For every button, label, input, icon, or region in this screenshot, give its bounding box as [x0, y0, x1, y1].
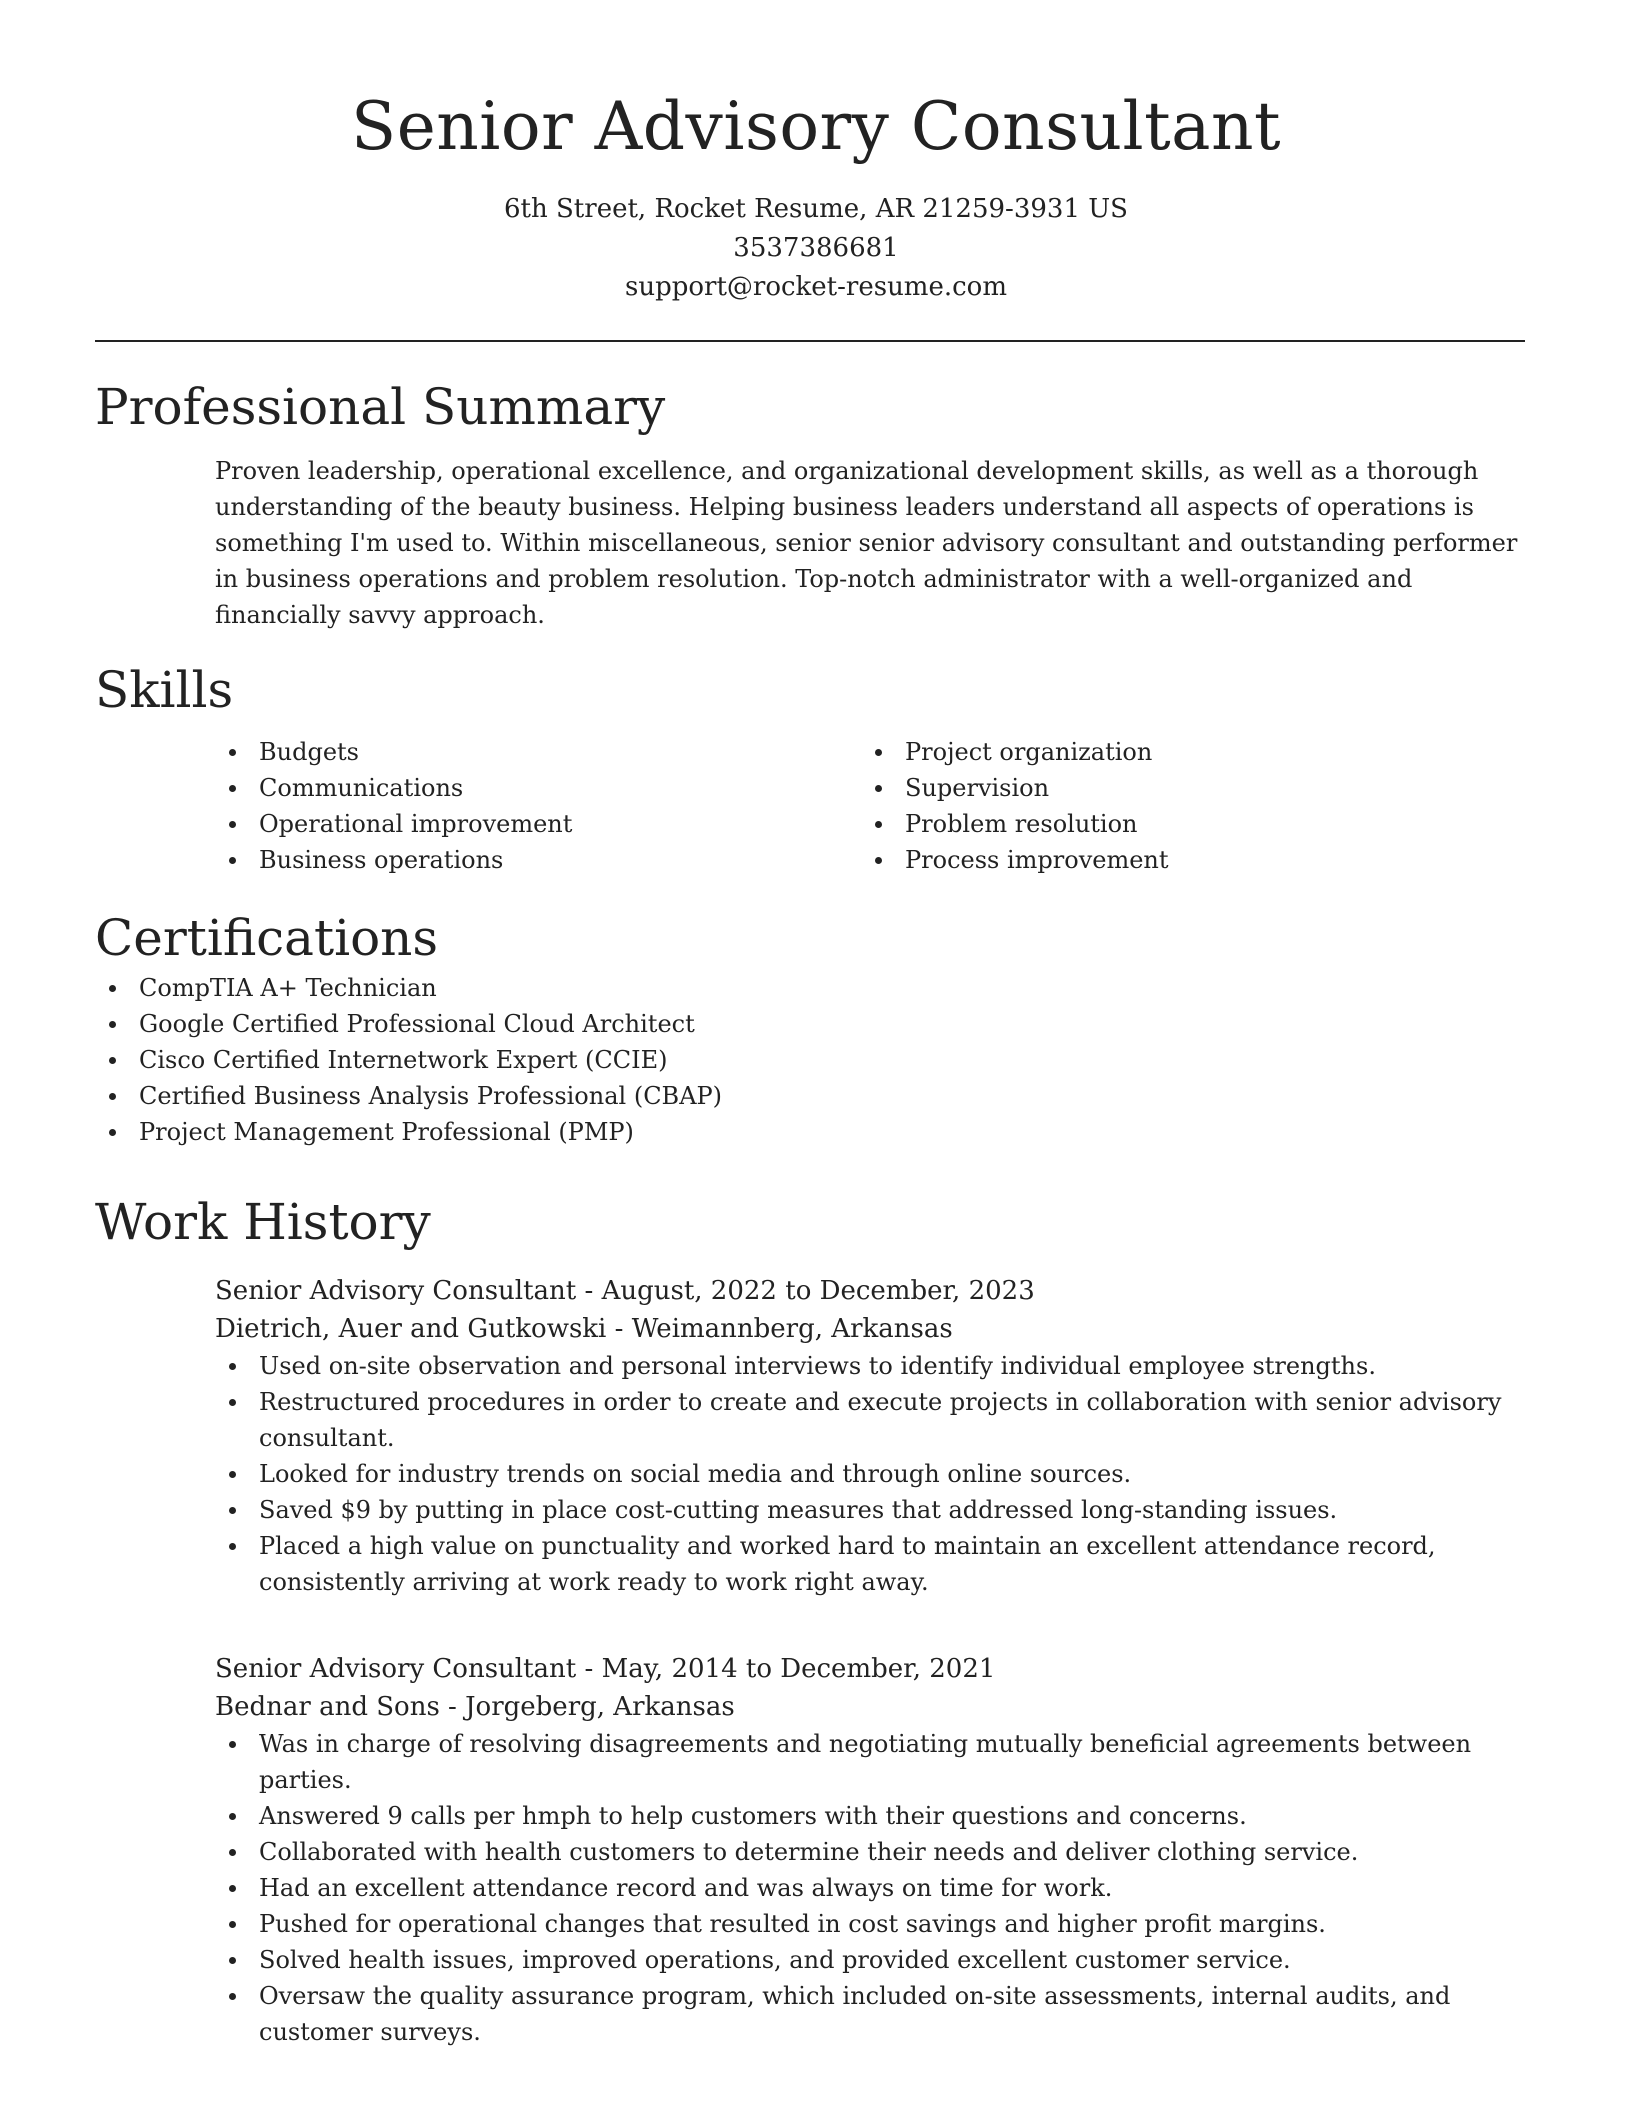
job-location: Weimannberg, Arkansas	[631, 1314, 953, 1344]
skill-item: Communications	[215, 770, 861, 806]
job-bullet: Answered 9 calls per hmph to help customers with their questions and concerns.	[215, 1798, 1525, 1834]
certification-item: CompTIA A+ Technician	[95, 970, 1405, 1006]
skill-item: Operational improvement	[215, 806, 861, 842]
certifications-list	[95, 970, 1405, 1150]
job-bullets	[215, 1726, 1525, 2050]
skill-item: Supervision	[861, 770, 1507, 806]
job-company-line: Bednar and Sons - Jorgeberg, Arkansas	[215, 1692, 735, 1722]
skills-column-right	[861, 734, 1507, 878]
certifications-section	[95, 906, 1525, 1150]
skill-item: Problem resolution	[861, 806, 1507, 842]
job-title-line: Senior Advisory Consultant - August, 2022 to December, 2023	[215, 1276, 1035, 1306]
header-divider	[95, 340, 1525, 342]
contact-address: 6th Street, Rocket Resume, AR 21259-3931 US	[504, 194, 1128, 224]
certification-item: Google Certified Professional Cloud Architect	[95, 1006, 1405, 1042]
job-title: Senior Advisory Consultant	[215, 1276, 577, 1306]
skills-section	[95, 658, 1525, 878]
job-entry-2	[95, 1650, 1525, 2050]
certification-item: Project Management Professional (PMP)	[95, 1114, 1405, 1150]
job-bullet: Looked for industry trends on social media and through online sources.	[215, 1456, 1525, 1492]
skills-grid	[215, 734, 1525, 878]
job-bullet: Oversaw the quality assurance program, which included on-site assessments, internal audits, and customer surveys.	[215, 1978, 1525, 2050]
job-bullets	[215, 1348, 1525, 1600]
job-bullet: Saved $9 by putting in place cost-cutting measures that addressed long-standing issues.	[215, 1492, 1525, 1528]
work-history-heading: Work History	[95, 1193, 431, 1251]
skill-item: Budgets	[215, 734, 861, 770]
certifications-heading: Certifications	[95, 909, 439, 967]
summary-section	[95, 375, 1525, 633]
contact-email: support@rocket-resume.com	[624, 272, 1007, 302]
certification-item: Certified Business Analysis Professional (CBAP)	[95, 1078, 1405, 1114]
job-title-line: Senior Advisory Consultant - May, 2014 to December, 2021	[215, 1654, 996, 1684]
job-bullet: Solved health issues, improved operations, and provided excellent customer service.	[215, 1942, 1525, 1978]
certification-item: Cisco Certified Internetwork Expert (CCIE)	[95, 1042, 1405, 1078]
skills-list-left	[215, 734, 861, 878]
job-bullet: Pushed for operational changes that resulted in cost savings and higher profit margins.	[215, 1906, 1525, 1942]
job-bullet: Placed a high value on punctuality and worked hard to maintain an excellent attendance record, consistently arriving at work ready to work right away.	[215, 1528, 1525, 1600]
job-location: Jorgeberg, Arkansas	[465, 1692, 735, 1722]
skill-item: Project organization	[861, 734, 1507, 770]
job-bullet: Restructured procedures in order to create and execute projects in collaboration with senior advisory consultant.	[215, 1384, 1525, 1456]
job-bullet: Collaborated with health customers to determine their needs and deliver clothing service.	[215, 1834, 1525, 1870]
skills-list-right	[861, 734, 1507, 878]
job-company-line: Dietrich, Auer and Gutkowski - Weimannberg, Arkansas	[215, 1314, 953, 1344]
skill-item: Process improvement	[861, 842, 1507, 878]
summary-text: Proven leadership, operational excellence, and organizational development skills, as well as a thorough understanding of the beauty business. Helping business leaders understand all aspects of operations is something I'm used to. Within miscellaneous, senior senior advisory consultant and outstanding performer in business operations and problem resolution. Top-notch administrator with a well-organized and financially savvy approach.	[215, 457, 1518, 629]
job-dates: August, 2022 to December, 2023	[601, 1276, 1035, 1306]
job-bullet: Used on-site observation and personal interviews to identify individual employee strengths.	[215, 1348, 1525, 1384]
job-entry-1	[95, 1272, 1525, 1600]
job-bullet: Was in charge of resolving disagreements and negotiating mutually beneficial agreements between parties.	[215, 1726, 1525, 1798]
job-company: Dietrich, Auer and Gutkowski	[215, 1314, 607, 1344]
skills-column-left	[215, 734, 861, 878]
job-company: Bednar and Sons	[215, 1692, 440, 1722]
work-history-section	[95, 1190, 1525, 1254]
job-dates: May, 2014 to December, 2021	[601, 1654, 996, 1684]
summary-heading: Professional Summary	[95, 378, 666, 436]
resume-header	[0, 0, 1632, 307]
candidate-name: Senior Advisory Consultant	[350, 88, 1281, 165]
job-title: Senior Advisory Consultant	[215, 1654, 577, 1684]
contact-phone: 3537386681	[733, 233, 899, 263]
skill-item: Business operations	[215, 842, 861, 878]
job-bullet: Had an excellent attendance record and was always on time for work.	[215, 1870, 1525, 1906]
skills-heading: Skills	[95, 661, 234, 719]
